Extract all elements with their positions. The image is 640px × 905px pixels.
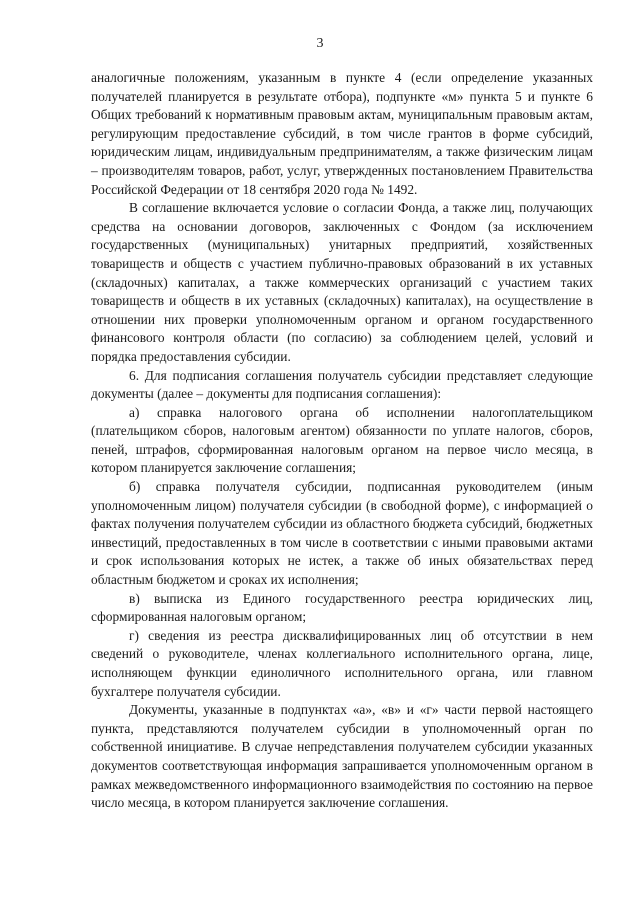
paragraph-subitem-v: в) выписка из Единого государственного реестра юридических лиц, сформированная налоговым органом; bbox=[91, 590, 593, 625]
document-body bbox=[91, 69, 593, 813]
paragraph-subitem-g: г) сведения из реестра дисквалифицированных лиц об отсутствии в нем сведений о руководителе, членах коллегиального исполнительного органа, лице, исполняющем функции единоличного исполнительного органа, или главном бухгалтере получателя субсидии. bbox=[91, 627, 593, 699]
paragraph-item-6: 6. Для подписания соглашения получатель субсидии представляет следующие документы (далее – документы для подписания соглашения): bbox=[91, 367, 593, 402]
paragraph-subitem-b: б) справка получателя субсидии, подписанная руководителем (иным уполномоченным лицом) получателя субсидии (в свободной форме), с информацией о фактах получения получателем субсидии из областного бюджета субсидий, бюджетных инвестиций, предоставленных в том числе в соответствии с иными правовыми актами и срок использования которых не истек, а также об иных обязательствах перед областным бюджетом и сроках их исполнения; bbox=[91, 479, 593, 588]
paragraph-consent-condition: В соглашение включается условие о согласии Фонда, а также лиц, получающих средства на основании договоров, заключенных с Фондом (за исключением государственных (муниципальных) унитарных предприятий, хозяйственных товариществ и обществ с участием публично-правовых образований в их уставных (складочных) капиталах, а также коммерческих организаций с участием таких товариществ и обществ в их уставных (складочных) капиталах), на осуществление в отношении них проверки уполномоченным органом и органом государственного финансового контроля области (по согласию) за соблюдением целей, условий и порядка предоставления субсидии. bbox=[91, 200, 593, 364]
paragraph-continuation: аналогичные положениям, указанным в пункте 4 (если определение указанных получателей планируется в результате отбора), подпункте «м» пункта 5 и пункте 6 Общих требований к нормативным правовым актам, муниципальным правовым актам, регулирующим предоставление субсидий, в том числе грантов в форме субсидий, юридическим лицам, индивидуальным предпринимателям, а также физическим лицам – производителям товаров, работ, услуг, утвержденных постановлением Правительства Российской Федерации от 18 сентября 2020 года № 1492. bbox=[91, 70, 593, 197]
paragraph-documents-note: Документы, указанные в подпунктах «а», «в» и «г» части первой настоящего пункта, представляются получателем субсидии в уполномоченный орган по собственной инициативе. В случае непредставления получателем субсидии указанных документов соответствующая информация запрашивается уполномоченным органом в рамках межведомственного информационного взаимодействия по состоянию на первое число месяца, в котором планируется заключение соглашения. bbox=[91, 702, 593, 811]
paragraph-subitem-a: а) справка налогового органа об исполнении налогоплательщиком (плательщиком сборов, налоговым агентом) обязанности по уплате налогов, сборов, пеней, штрафов, сформированная налоговым органом на первое число месяца, в котором планируется заключение соглашения; bbox=[91, 404, 593, 476]
page-number: 3 bbox=[316, 36, 324, 51]
